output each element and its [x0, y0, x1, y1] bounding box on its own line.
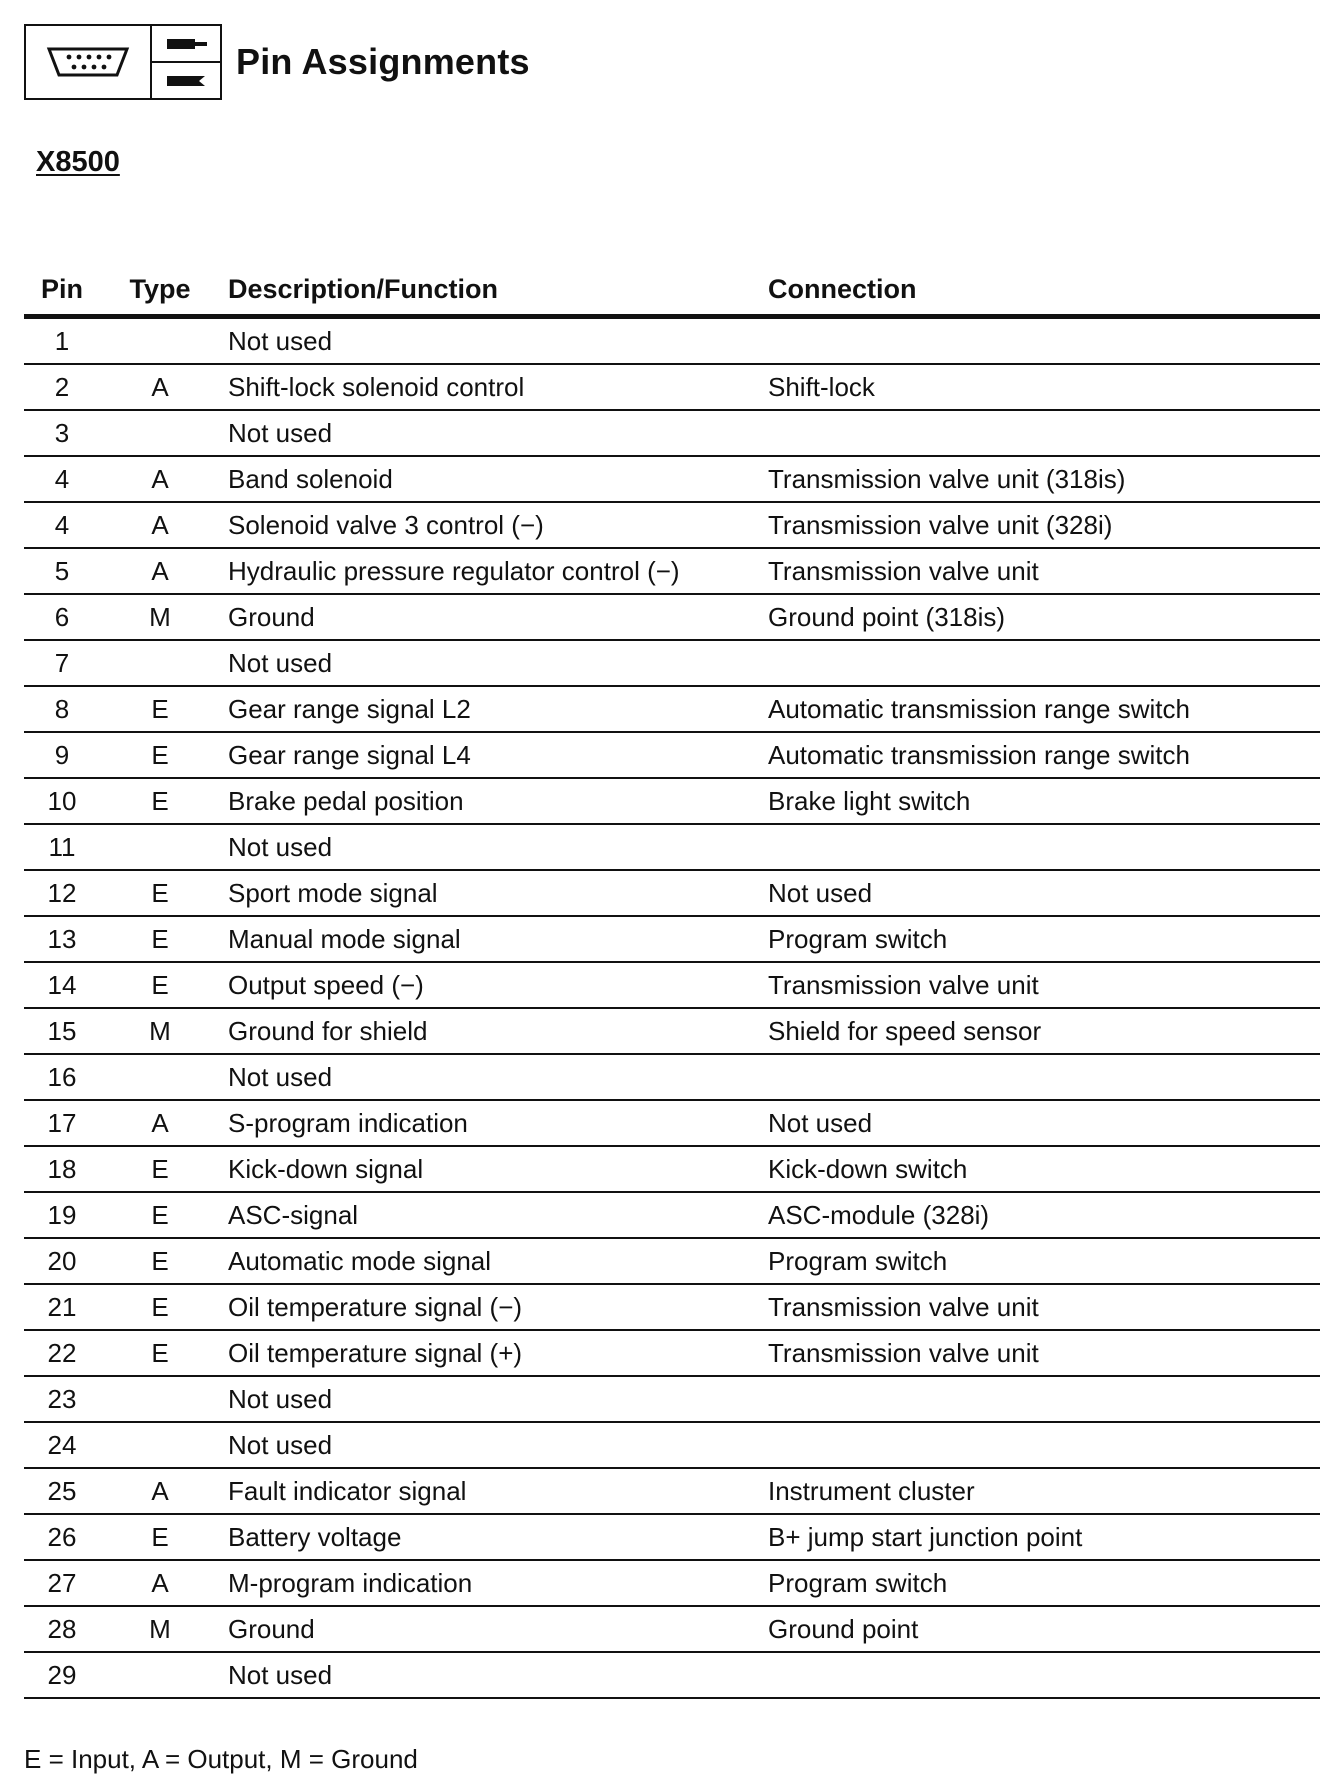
description-cell: Fault indicator signal [220, 1468, 768, 1514]
description-cell: Not used [220, 410, 768, 456]
pin-type-cell: E [100, 732, 220, 778]
connection-cell: Transmission valve unit [768, 1330, 1320, 1376]
description-cell: M-program indication [220, 1560, 768, 1606]
connection-cell: Transmission valve unit (328i) [768, 502, 1320, 548]
table-header-row [24, 264, 1320, 317]
table-row [24, 870, 1320, 916]
table-row [24, 1376, 1320, 1422]
pin-number-cell: 3 [24, 410, 100, 456]
connection-cell [768, 1376, 1320, 1422]
pin-number-cell: 17 [24, 1100, 100, 1146]
pin-number-cell: 28 [24, 1606, 100, 1652]
description-cell: Not used [220, 1376, 768, 1422]
description-cell: Solenoid valve 3 control (−) [220, 502, 768, 548]
connection-cell: Transmission valve unit (318is) [768, 456, 1320, 502]
pin-type-cell: A [100, 502, 220, 548]
pin-type-cell: E [100, 686, 220, 732]
description-cell: Brake pedal position [220, 778, 768, 824]
description-cell: Hydraulic pressure regulator control (−) [220, 548, 768, 594]
pin-number-cell: 9 [24, 732, 100, 778]
pin-number-cell: 29 [24, 1652, 100, 1698]
description-cell: Ground [220, 1606, 768, 1652]
pin-type-cell [100, 640, 220, 686]
connection-cell: Transmission valve unit [768, 548, 1320, 594]
description-cell: Gear range signal L4 [220, 732, 768, 778]
connection-cell: Program switch [768, 916, 1320, 962]
pin-number-cell: 24 [24, 1422, 100, 1468]
connection-cell [768, 1054, 1320, 1100]
table-row [24, 1652, 1320, 1698]
pin-number-cell: 11 [24, 824, 100, 870]
table-row [24, 1330, 1320, 1376]
table-row [24, 1468, 1320, 1514]
table-row [24, 1238, 1320, 1284]
table-row [24, 1192, 1320, 1238]
pin-number-cell: 26 [24, 1514, 100, 1560]
pin-number-cell: 18 [24, 1146, 100, 1192]
connection-cell [768, 1652, 1320, 1698]
pin-number-cell: 23 [24, 1376, 100, 1422]
connection-cell: Transmission valve unit [768, 962, 1320, 1008]
pin-number-cell: 22 [24, 1330, 100, 1376]
description-cell: Not used [220, 824, 768, 870]
pin-type-cell [100, 824, 220, 870]
pin-number-cell: 15 [24, 1008, 100, 1054]
connector-icon-box [24, 24, 222, 100]
description-cell: Kick-down signal [220, 1146, 768, 1192]
pin-number-cell: 1 [24, 317, 100, 365]
description-cell: Manual mode signal [220, 916, 768, 962]
table-row [24, 824, 1320, 870]
connection-cell: Not used [768, 870, 1320, 916]
pin-type-cell: E [100, 1238, 220, 1284]
table-row [24, 640, 1320, 686]
connection-cell: Ground point (318is) [768, 594, 1320, 640]
table-row [24, 686, 1320, 732]
connection-cell [768, 1422, 1320, 1468]
pin-number-cell: 5 [24, 548, 100, 594]
pin-number-cell: 7 [24, 640, 100, 686]
pin-type-cell: M [100, 1606, 220, 1652]
description-cell: Automatic mode signal [220, 1238, 768, 1284]
pin-number-cell: 21 [24, 1284, 100, 1330]
table-row [24, 1054, 1320, 1100]
table-row [24, 1100, 1320, 1146]
connection-cell [768, 640, 1320, 686]
pin-type-cell: M [100, 1008, 220, 1054]
table-row [24, 732, 1320, 778]
pin-type-cell [100, 1376, 220, 1422]
pin-number-cell: 2 [24, 364, 100, 410]
table-row [24, 778, 1320, 824]
description-cell: Not used [220, 640, 768, 686]
description-cell: S-program indication [220, 1100, 768, 1146]
description-cell: Sport mode signal [220, 870, 768, 916]
pin-type-cell: E [100, 1284, 220, 1330]
connection-cell: Not used [768, 1100, 1320, 1146]
description-cell: Ground for shield [220, 1008, 768, 1054]
pin-type-cell [100, 317, 220, 365]
description-cell: Ground [220, 594, 768, 640]
pin-type-cell [100, 410, 220, 456]
description-cell: Band solenoid [220, 456, 768, 502]
pin-type-cell: E [100, 870, 220, 916]
pin-type-cell: A [100, 548, 220, 594]
pin-type-cell: A [100, 1100, 220, 1146]
pin-type-cell: A [100, 1468, 220, 1514]
table-row [24, 1284, 1320, 1330]
table-row [24, 364, 1320, 410]
description-cell: Battery voltage [220, 1514, 768, 1560]
column-header-pin: Pin [24, 264, 100, 317]
connection-cell: Ground point [768, 1606, 1320, 1652]
connection-cell: Brake light switch [768, 778, 1320, 824]
page-title: Pin Assignments [236, 41, 530, 82]
pin-type-cell: A [100, 1560, 220, 1606]
connection-cell [768, 317, 1320, 365]
pin-number-cell: 10 [24, 778, 100, 824]
page-header [24, 22, 530, 102]
connection-cell: ASC-module (328i) [768, 1192, 1320, 1238]
pin-number-cell: 14 [24, 962, 100, 1008]
pin-assignment-table [24, 264, 1320, 1699]
pin-number-cell: 19 [24, 1192, 100, 1238]
description-cell: Oil temperature signal (−) [220, 1284, 768, 1330]
connection-cell: Automatic transmission range switch [768, 686, 1320, 732]
description-cell: Not used [220, 1422, 768, 1468]
connection-cell: Shift-lock [768, 364, 1320, 410]
description-cell: Output speed (−) [220, 962, 768, 1008]
pin-type-cell [100, 1652, 220, 1698]
pin-type-cell: E [100, 916, 220, 962]
description-cell: Not used [220, 1652, 768, 1698]
pin-number-cell: 4 [24, 502, 100, 548]
table-row [24, 1514, 1320, 1560]
type-legend: E = Input, A = Output, M = Ground [24, 1744, 418, 1774]
description-cell: Not used [220, 317, 768, 365]
description-cell: ASC-signal [220, 1192, 768, 1238]
table-row [24, 502, 1320, 548]
table-row [24, 1146, 1320, 1192]
table-row [24, 317, 1320, 365]
pin-type-cell: E [100, 1146, 220, 1192]
connection-cell: B+ jump start junction point [768, 1514, 1320, 1560]
table-row [24, 1008, 1320, 1054]
connection-cell: Transmission valve unit [768, 1284, 1320, 1330]
pin-type-cell: M [100, 594, 220, 640]
connection-cell [768, 824, 1320, 870]
connection-cell: Automatic transmission range switch [768, 732, 1320, 778]
pin-type-cell: E [100, 1192, 220, 1238]
pin-number-cell: 13 [24, 916, 100, 962]
table-row [24, 916, 1320, 962]
pin-number-cell: 16 [24, 1054, 100, 1100]
pin-type-cell: E [100, 1330, 220, 1376]
table-row [24, 1606, 1320, 1652]
table-row [24, 456, 1320, 502]
column-header-type: Type [100, 264, 220, 317]
connection-cell: Instrument cluster [768, 1468, 1320, 1514]
connection-cell [768, 410, 1320, 456]
table-body [24, 317, 1320, 1699]
pin-type-cell: A [100, 364, 220, 410]
description-cell: Gear range signal L2 [220, 686, 768, 732]
pin-number-cell: 4 [24, 456, 100, 502]
table-row [24, 1560, 1320, 1606]
table-row [24, 548, 1320, 594]
pin-number-cell: 20 [24, 1238, 100, 1284]
connector-code: X8500 [36, 146, 120, 178]
connection-cell: Kick-down switch [768, 1146, 1320, 1192]
connection-cell: Program switch [768, 1560, 1320, 1606]
column-header-description: Description/Function [220, 264, 768, 317]
table-row [24, 410, 1320, 456]
table-row [24, 1422, 1320, 1468]
pin-terminal-icon [152, 26, 220, 98]
description-cell: Shift-lock solenoid control [220, 364, 768, 410]
pin-type-cell: E [100, 962, 220, 1008]
pin-type-cell [100, 1054, 220, 1100]
pin-number-cell: 6 [24, 594, 100, 640]
pin-type-cell [100, 1422, 220, 1468]
connector-plug-icon [26, 26, 152, 98]
table-row [24, 594, 1320, 640]
pin-number-cell: 12 [24, 870, 100, 916]
pin-type-cell: E [100, 1514, 220, 1560]
pin-number-cell: 27 [24, 1560, 100, 1606]
pin-number-cell: 8 [24, 686, 100, 732]
description-cell: Oil temperature signal (+) [220, 1330, 768, 1376]
table-row [24, 962, 1320, 1008]
connection-cell: Program switch [768, 1238, 1320, 1284]
connection-cell: Shield for speed sensor [768, 1008, 1320, 1054]
pin-type-cell: E [100, 778, 220, 824]
pin-number-cell: 25 [24, 1468, 100, 1514]
column-header-connection: Connection [768, 264, 1320, 317]
pin-type-cell: A [100, 456, 220, 502]
description-cell: Not used [220, 1054, 768, 1100]
